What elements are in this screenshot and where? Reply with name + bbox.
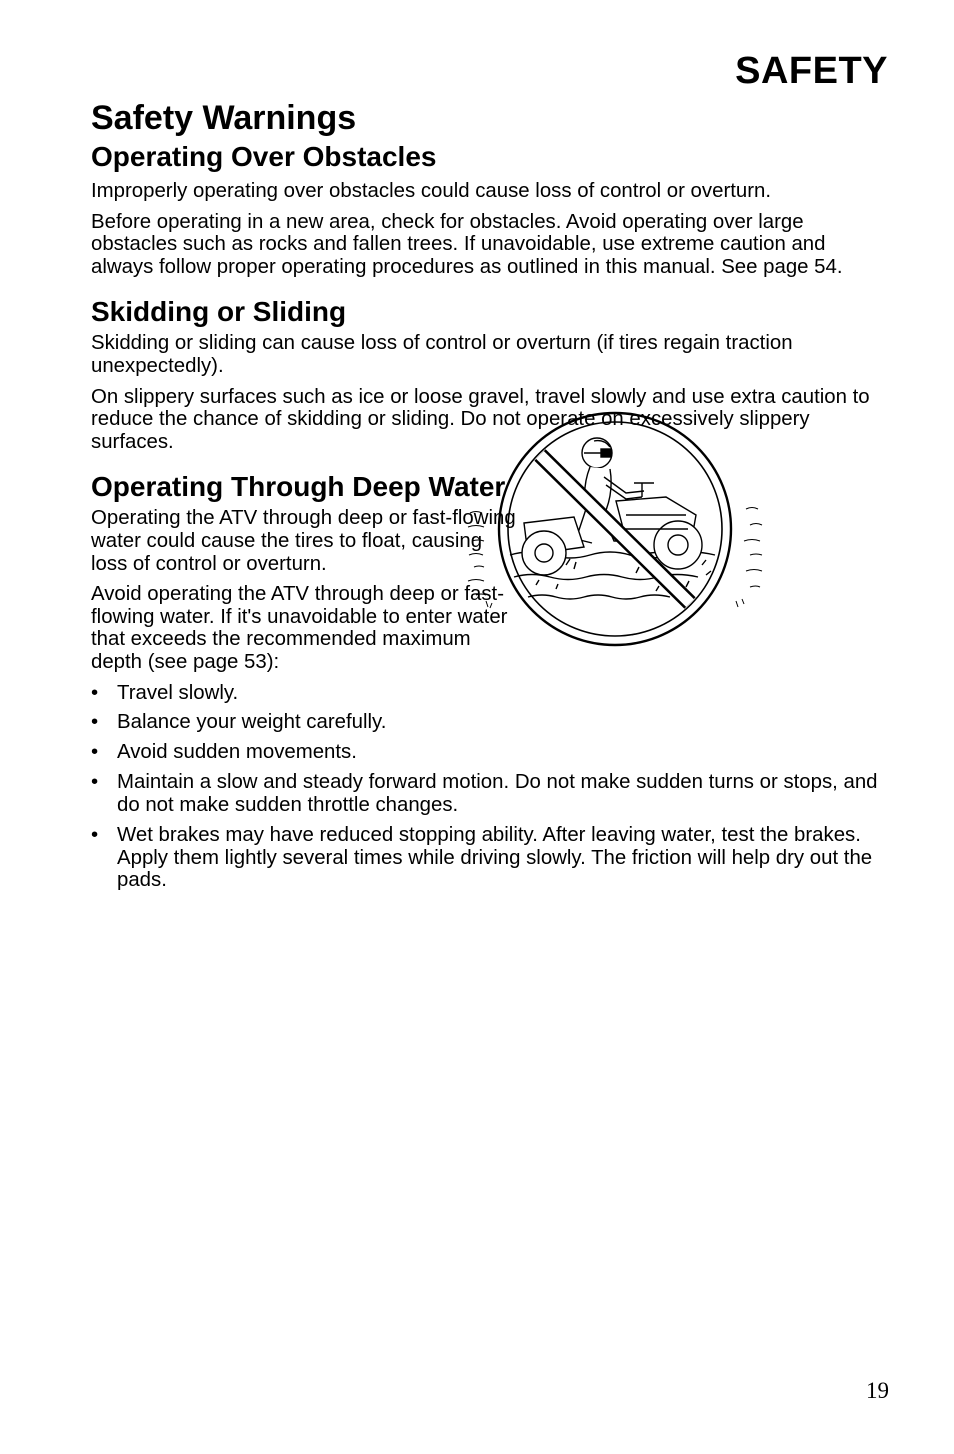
list-item-text: Wet brakes may have reduced stopping ability. After leaving water, test the brakes. Apply them lightly several times while driving slowly. The friction will help dry out the pads. xyxy=(117,824,873,892)
heading-operating-over-obstacles: Operating Over Obstacles xyxy=(91,141,437,172)
paragraph: Skidding or sliding can cause loss of control or overturn (if tires regain traction unexpectedly). xyxy=(91,332,793,377)
bullet-marker: • xyxy=(91,711,99,734)
list-item xyxy=(91,682,891,705)
list-item xyxy=(91,711,891,734)
bullet-marker: • xyxy=(91,681,99,704)
page-title: Safety Warnings xyxy=(91,99,357,137)
paragraph: On slippery surfaces such as ice or loose gravel, travel slowly and use extra caution to reduce the chance of skidding or sliding. Do not operate on excessively slippery surfaces. xyxy=(91,385,870,453)
list-item-text: Balance your weight carefully. xyxy=(117,711,387,734)
heading-operating-through-deep-water: Operating Through Deep Water xyxy=(91,471,506,503)
list-item-text: Avoid sudden movements. xyxy=(117,741,357,764)
paragraph: Avoid operating the ATV through deep or fast-flowing water. If it's unavoidable to enter water that exceeds the recommended maximum depth (see page 53): xyxy=(91,583,508,673)
bullet-marker: • xyxy=(91,824,99,847)
page-number: 19 xyxy=(866,1378,889,1403)
paragraph: Before operating in a new area, check for obstacles. Avoid operating over large obstacles such as rocks and fallen trees. If unavoidable, use extreme caution and always follow proper operating procedures as outlined in this manual. See page 54. xyxy=(91,210,843,278)
list-item xyxy=(91,741,891,764)
no-atv-deep-water-icon xyxy=(466,405,764,653)
bullet-marker: • xyxy=(91,771,99,794)
paragraph: Improperly operating over obstacles could cause loss of control or overturn. xyxy=(91,180,772,202)
paragraph: Operating the ATV through deep or fast-flowing water could cause the tires to float, causing loss of control or overturn. xyxy=(91,507,516,575)
bullet-list xyxy=(91,682,891,892)
list-item-text: Maintain a slow and steady forward motion. Do not make sudden turns or stops, and do not make sudden throttle changes. xyxy=(117,771,878,817)
heading-skidding-or-sliding: Skidding or Sliding xyxy=(91,296,347,328)
list-item xyxy=(91,771,891,816)
list-item xyxy=(91,824,891,892)
bullet-marker: • xyxy=(91,741,99,764)
list-item-text: Travel slowly. xyxy=(117,681,239,704)
section-tag: SAFETY xyxy=(735,50,888,92)
